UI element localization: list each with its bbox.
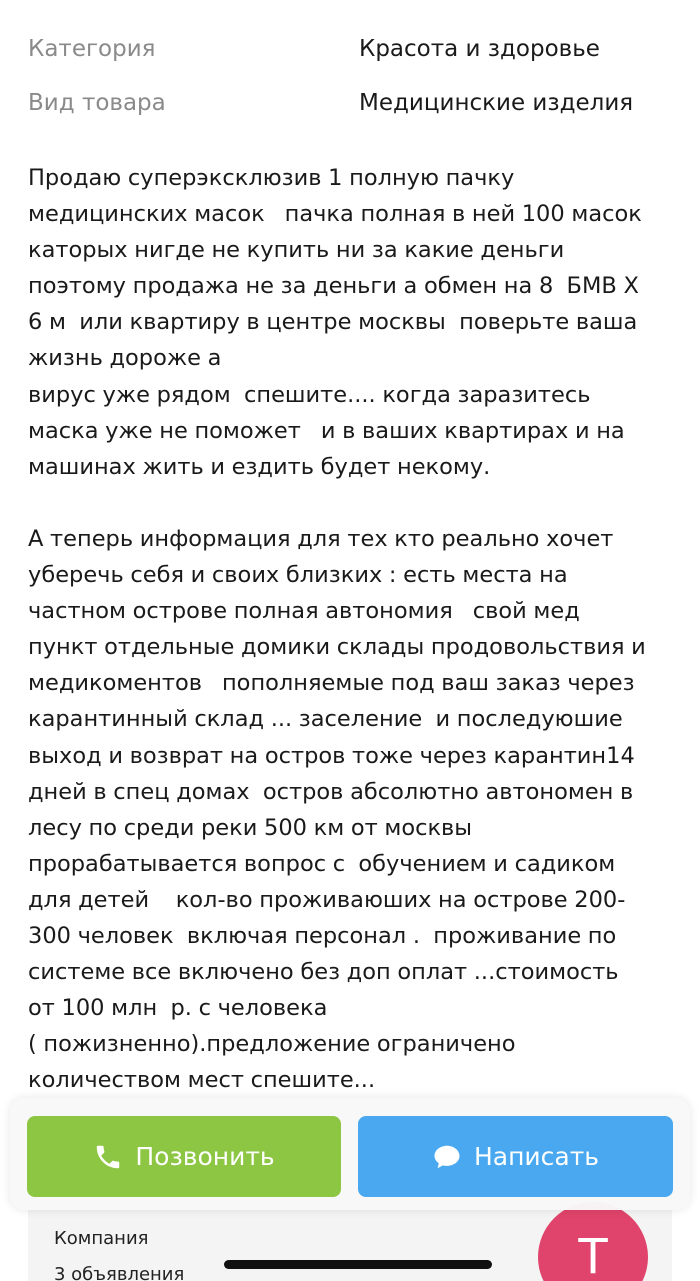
call-button-label: Позвонить [135,1142,275,1171]
item-params [28,22,688,130]
home-indicator[interactable] [224,1260,492,1269]
message-button-label: Написать [473,1142,600,1171]
param-value-item-type: Медицинские изделия [359,90,634,116]
seller-avatar[interactable]: Т [538,1202,648,1281]
param-row-category [28,22,688,76]
param-value-category: Красота и здоровье [359,36,600,62]
seller-type: Компания [54,1228,149,1249]
param-row-item-type [28,76,688,130]
phone-icon [93,1142,123,1172]
contact-action-bar [10,1098,690,1210]
param-label-item-type: Вид товара [28,90,166,116]
param-label-category: Категория [28,36,156,62]
message-button[interactable] [358,1116,673,1197]
listing-description: Продаю суперэксклюзив 1 полную пачку медицинских масок пачка полная в ней 100 масок каторых нигде не купить ни за какие деньги поэтому продажа не за деньги а обмен на 8 БМВ Х 6 м или квартиру в центре москвы поверьте ваша жизнь дороже а вирус уже рядом спешите.... когда заразитесь маска уже не поможет и в ваших квартирах и на машинах жить и ездить будет некому. А теперь информация для тех кто реально хочет уберечь себя и своих близких : есть места на частном острове полная автономия свой мед пункт отдельные домики склады продовольствия и медикоментов пополняемые под ваш заказ через карантинный склад ... заселение и последуюшие выход и возврат на остров тоже через карантин14 дней в спец домах остров абсолютно автономен в лесу по среди реки 500 км от москвы прорабатывается вопрос с обучением и садиком для детей кол-во проживаюших на острове 200- 300 человек включая персонал . проживание по системе все включено без доп оплат ...стоимость от 100 млн р. с человека ( пожизненно).предложение ограничено количеством мест спешите... [28,165,646,1094]
call-button[interactable] [27,1116,341,1197]
chat-bubble-icon [432,1142,462,1172]
seller-ads-count[interactable]: 3 объявления [54,1264,185,1281]
